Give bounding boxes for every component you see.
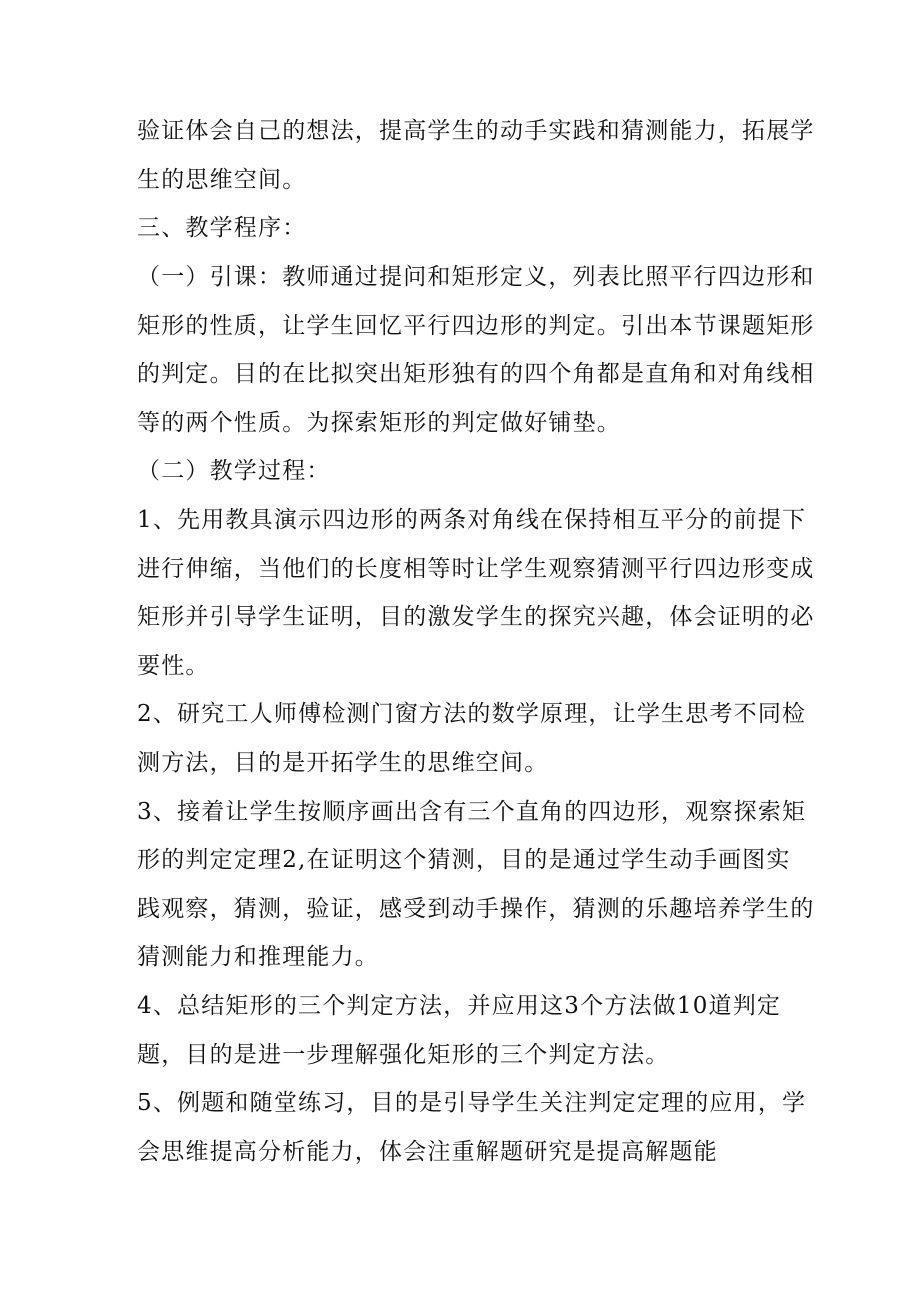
text-line-1: 验证体会自己的想法，提高学生的动手实践和猜测能力，拓展学 [137,118,815,144]
text-line-19: 4、总结矩形的三个判定方法，并应用这3个方法做10道判定 [137,993,782,1019]
text-line-14: 测方法，目的是开拓学生的思维空间。 [137,750,549,776]
text-line-6: 的判定。目的在比拟突出矩形独有的四个角都是直角和对角线相 [137,361,815,387]
text-line-21: 5、例题和随堂练习，目的是引导学生关注判定定理的应用，学 [137,1090,807,1116]
text-line-10: 进行伸缩，当他们的长度相等时让学生观察猜测平行四边形变成 [137,556,815,582]
text-line-18: 猜测能力和推理能力。 [137,944,379,970]
text-line-22: 会思维提高分析能力，体会注重解题研究是提高解题能 [137,1139,718,1165]
text-line-5: 矩形的性质，让学生回忆平行四边形的判定。引出本节课题矩形 [137,313,815,339]
text-line-7: 等的两个性质。为探索矩形的判定做好铺垫。 [137,410,621,436]
text-line-15: 3、接着让学生按顺序画出含有三个直角的四边形，观察探索矩 [137,799,807,825]
text-line-16: 形的判定定理2,在证明这个猜测，目的是通过学生动手画图实 [137,847,791,873]
text-line-2: 生的思维空间。 [137,167,307,193]
text-line-13: 2、研究工人师傅检测门窗方法的数学原理，让学生思考不同检 [137,701,807,727]
text-line-12: 要性。 [137,653,210,679]
section-heading-teaching-procedure: 三、教学程序： [137,215,307,241]
text-line-20: 题，目的是进一步理解强化矩形的三个判定方法。 [137,1042,670,1068]
subsection-heading-teaching-process: （二）教学过程： [137,458,331,484]
text-line-4: （一）引课：教师通过提问和矩形定义，列表比照平行四边形和 [137,264,815,290]
text-line-17: 践观察，猜测，验证，感受到动手操作，猜测的乐趣培养学生的 [137,896,815,922]
text-line-11: 矩形并引导学生证明，目的激发学生的探究兴趣，体会证明的必 [137,604,815,630]
text-line-9: 1、先用教具演示四边形的两条对角线在保持相互平分的前提下 [137,507,807,533]
